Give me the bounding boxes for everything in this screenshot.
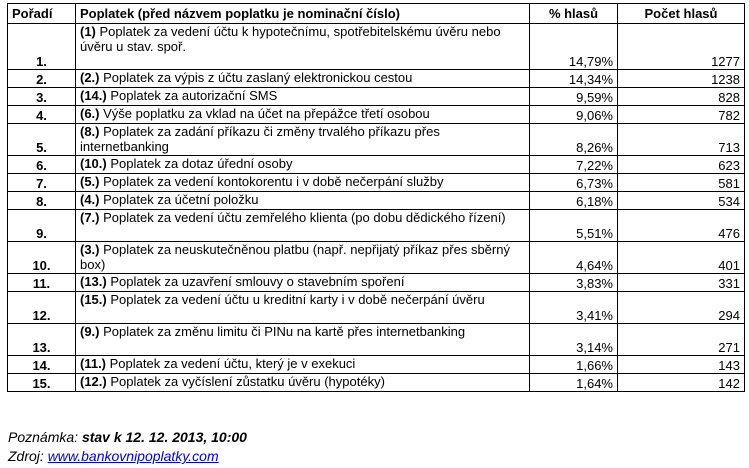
row-fee-name: [76, 70, 530, 88]
table-row: [8, 192, 745, 210]
table-row: [8, 88, 745, 106]
row-vote-count: 294: [618, 292, 745, 324]
fee-text: Poplatek za vedení účtu u kreditní karty i v době nečerpání úvěru: [106, 292, 485, 307]
row-vote-percent: 3,41%: [530, 292, 618, 324]
row-vote-count: 1238: [618, 70, 745, 88]
fee-text: Poplatek za uzavření smlouvy o stavebním spoření: [106, 274, 405, 289]
row-rank: 15.: [8, 374, 76, 392]
nomination-number: (11.): [80, 356, 107, 371]
row-vote-percent: 6,73%: [530, 174, 618, 192]
fee-text: Poplatek za zadání příkazu či změny trvalého příkazu přes internetbanking: [80, 124, 440, 154]
nomination-number: (12.): [80, 374, 107, 389]
row-fee-name: [76, 124, 530, 156]
table-row: [8, 356, 745, 374]
row-vote-count: 401: [618, 242, 745, 274]
table-row: [8, 324, 745, 356]
header-vote-count: Počet hlasů: [618, 4, 745, 24]
row-vote-count: 534: [618, 192, 745, 210]
row-fee-name: [76, 88, 530, 106]
table-row: [8, 274, 745, 292]
row-vote-count: 581: [618, 174, 745, 192]
table-row: [8, 242, 745, 274]
row-fee-name: [76, 242, 530, 274]
row-fee-name: [76, 192, 530, 210]
row-rank: 10.: [8, 242, 76, 274]
row-rank: 9.: [8, 210, 76, 242]
nomination-number: (2.): [80, 70, 100, 85]
nomination-number: (5.): [80, 174, 100, 189]
row-vote-count: 476: [618, 210, 745, 242]
row-fee-name: [76, 174, 530, 192]
row-fee-name: [76, 156, 530, 174]
row-vote-percent: 9,06%: [530, 106, 618, 124]
row-rank: 5.: [8, 124, 76, 156]
table-row: [8, 124, 745, 156]
row-fee-name: [76, 106, 530, 124]
nomination-number: (14.): [80, 88, 107, 103]
fee-text: Poplatek za vedení účtu k hypotečnímu, spotřebitelskému úvěru nebo úvěru u stav. spoř.: [80, 24, 501, 54]
note-label: Poznámka:: [8, 429, 82, 445]
header-rank: Pořadí: [8, 4, 76, 24]
fees-ranking-table: [7, 3, 745, 392]
fee-text: Poplatek za výpis z účtu zaslaný elektronickou cestou: [99, 70, 413, 85]
row-rank: 1.: [8, 24, 76, 70]
source-line: [8, 448, 219, 464]
fee-text: Poplatek za neuskutečněnou platbu (např. nepřijatý příkaz přes sběrný box): [80, 242, 510, 272]
row-fee-name: [76, 324, 530, 356]
table-row: [8, 156, 745, 174]
nomination-number: (6.): [80, 106, 100, 121]
row-vote-count: 782: [618, 106, 745, 124]
row-rank: 7.: [8, 174, 76, 192]
row-vote-count: 623: [618, 156, 745, 174]
fee-text: Poplatek za dotaz úřední osoby: [106, 156, 293, 171]
row-rank: 8.: [8, 192, 76, 210]
row-vote-percent: 8,26%: [530, 124, 618, 156]
row-rank: 2.: [8, 70, 76, 88]
source-link[interactable]: www.bankovnipoplatky.com: [47, 448, 219, 464]
table-row: [8, 292, 745, 324]
row-vote-count: 828: [618, 88, 745, 106]
row-vote-percent: 5,51%: [530, 210, 618, 242]
fee-text: Poplatek za autorizační SMS: [106, 88, 278, 103]
row-vote-percent: 14,34%: [530, 70, 618, 88]
row-vote-percent: 7,22%: [530, 156, 618, 174]
nomination-number: (13.): [80, 274, 107, 289]
row-fee-name: [76, 24, 530, 70]
row-vote-percent: 9,59%: [530, 88, 618, 106]
row-rank: 4.: [8, 106, 76, 124]
row-rank: 13.: [8, 324, 76, 356]
row-rank: 14.: [8, 356, 76, 374]
row-vote-percent: 6,18%: [530, 192, 618, 210]
table-row: [8, 24, 745, 70]
row-fee-name: [76, 274, 530, 292]
fee-text: Poplatek za vyčíslení zůstatku úvěru (hypotéky): [106, 374, 385, 389]
fee-text: Výše poplatku za vklad na účet na přepážce třetí osobou: [99, 106, 430, 121]
nomination-number: (8.): [80, 124, 100, 139]
row-rank: 12.: [8, 292, 76, 324]
nomination-number: (10.): [80, 156, 107, 171]
row-vote-count: 331: [618, 274, 745, 292]
row-vote-percent: 3,14%: [530, 324, 618, 356]
table-row: [8, 210, 745, 242]
table-row: [8, 174, 745, 192]
row-fee-name: [76, 374, 530, 392]
fee-text: Poplatek za změnu limitu či PINu na kartě přes internetbanking: [99, 324, 466, 339]
row-fee-name: [76, 292, 530, 324]
fee-text: Poplatek za účetní položku: [99, 192, 259, 207]
row-vote-percent: 14,79%: [530, 24, 618, 70]
row-vote-count: 143: [618, 356, 745, 374]
row-vote-percent: 3,83%: [530, 274, 618, 292]
table-row: [8, 374, 745, 392]
source-label: Zdroj:: [8, 448, 48, 464]
row-vote-count: 713: [618, 124, 745, 156]
header-fee-name: Poplatek (před názvem poplatku je nominační číslo): [76, 4, 530, 24]
row-vote-count: 1277: [618, 24, 745, 70]
nomination-number: (9.): [80, 324, 100, 339]
note-date: stav k 12. 12. 2013, 10:00: [81, 429, 247, 445]
row-vote-percent: 1,64%: [530, 374, 618, 392]
row-vote-percent: 4,64%: [530, 242, 618, 274]
row-vote-count: 142: [618, 374, 745, 392]
table-row: [8, 70, 745, 88]
row-rank: 3.: [8, 88, 76, 106]
row-vote-count: 271: [618, 324, 745, 356]
nomination-number: (7.): [80, 210, 100, 225]
row-vote-percent: 1,66%: [530, 356, 618, 374]
row-fee-name: [76, 210, 530, 242]
table-row: [8, 106, 745, 124]
fee-text: Poplatek za vedení účtu, který je v exekuci: [106, 356, 356, 371]
row-rank: 6.: [8, 156, 76, 174]
note-line: [8, 429, 247, 445]
row-fee-name: [76, 356, 530, 374]
nomination-number: (15.): [80, 292, 107, 307]
header-vote-percent: % hlasů: [530, 4, 618, 24]
row-rank: 11.: [8, 274, 76, 292]
nomination-number: (4.): [80, 192, 100, 207]
nomination-number: (3.): [80, 242, 100, 257]
fee-text: Poplatek za vedení účtu zemřelého klienta (po dobu dědického řízení): [99, 210, 506, 225]
table-header-row: [8, 4, 745, 24]
fee-text: Poplatek za vedení kontokorentu i v době nečerpání služby: [99, 174, 444, 189]
nomination-number: (1): [80, 24, 96, 39]
